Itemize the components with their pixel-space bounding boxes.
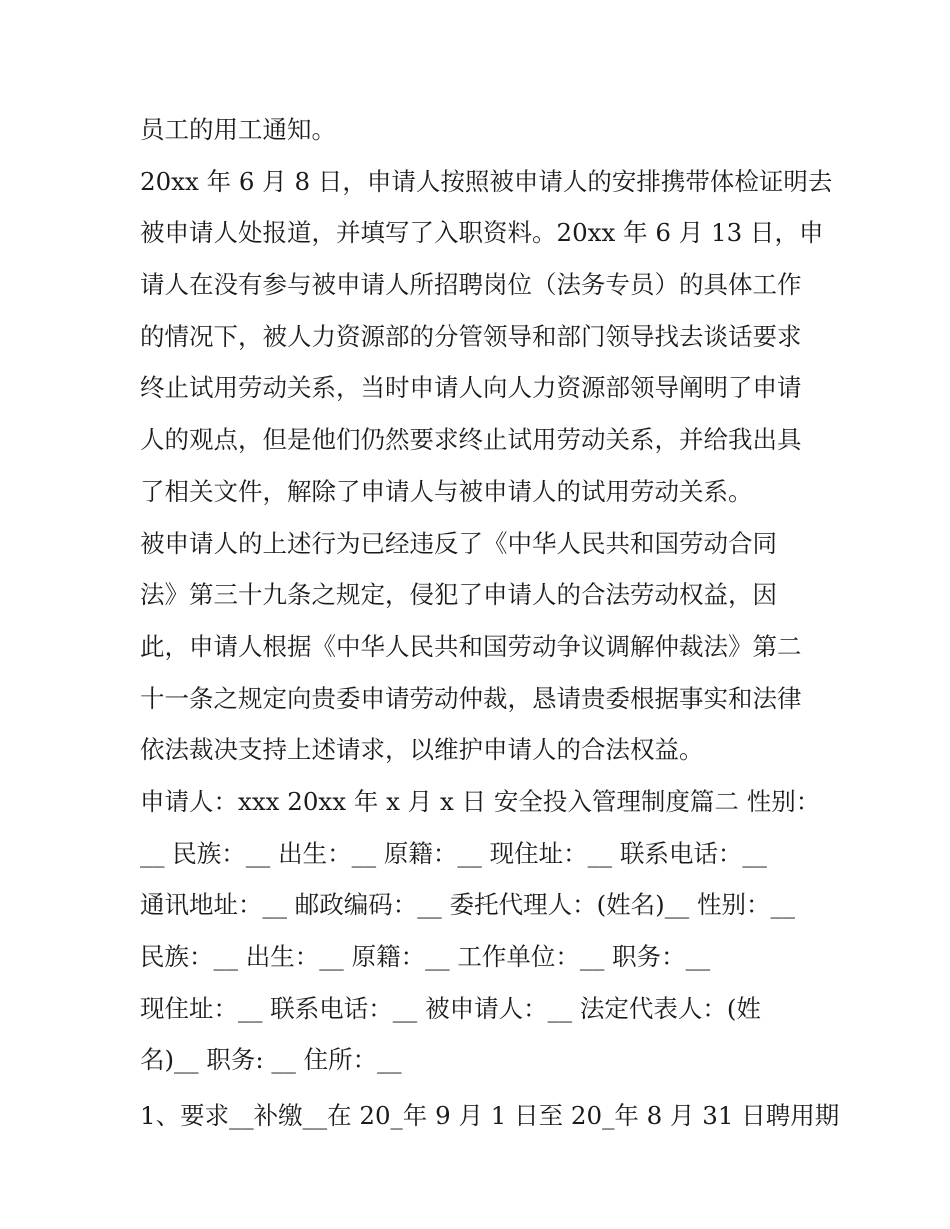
text-line: 1、要求__补缴__在 20_年 9 月 1 日至 20_年 8 月 31 日聘用期 (140, 1101, 840, 1131)
text-line: 法》第三十九条之规定，侵犯了申请人的合法劳动权益，因 (140, 580, 777, 610)
text-line: 此，申请人根据《中华人民共和国劳动争议调解仲裁法》第二 (140, 631, 802, 661)
text-line: 依法裁决支持上述请求，以维护申请人的合法权益。 (140, 735, 704, 765)
document-body (140, 104, 840, 1142)
text-line: 人的观点，但是他们仍然要求终止试用劳动关系，并给我出具 (140, 425, 802, 455)
text-line: 的情况下，被人力资源部的分管领导和部门领导找去谈话要求 (140, 321, 802, 351)
text-line: 了相关文件，解除了申请人与被申请人的试用劳动关系。 (140, 476, 753, 506)
text-line: 终止试用劳动关系，当时申请人向人力资源部领导阐明了申请 (140, 373, 802, 403)
text-line: 被申请人处报道，并填写了入职资料。20xx 年 6 月 13 日，申 (140, 218, 824, 248)
text-line: 20xx 年 6 月 8 日，申请人按照被申请人的安排携带体检证明去 (140, 166, 833, 196)
text-line: 十一条之规定向贵委申请劳动仲裁，恳请贵委根据事实和法律 (140, 683, 802, 713)
text-line: __ 民族：__ 出生：__ 原籍：__ 现住址：__ 联系电话：__ (140, 838, 767, 868)
text-line: 请人在没有参与被申请人所招聘岗位（法务专员）的具体工作 (140, 270, 802, 300)
text-line: 申请人：xxx 20xx 年 x 月 x 日 安全投入管理制度篇二 性别： (140, 786, 821, 816)
text-line: 名)__ 职务: __ 住所：__ (140, 1045, 402, 1075)
text-line: 被申请人的上述行为已经违反了《中华人民共和国劳动合同 (140, 528, 777, 558)
text-line: 通讯地址：__ 邮政编码：__ 委托代理人：(姓名)__ 性别：__ (140, 890, 795, 920)
text-line: 现住址：__ 联系电话：__ 被申请人：__ 法定代表人：(姓 (140, 993, 761, 1023)
text-line: 民族：__ 出生：__ 原籍：__ 工作单位：__ 职务：__ (140, 942, 711, 971)
text-line: 员工的用工通知。 (140, 115, 336, 144)
